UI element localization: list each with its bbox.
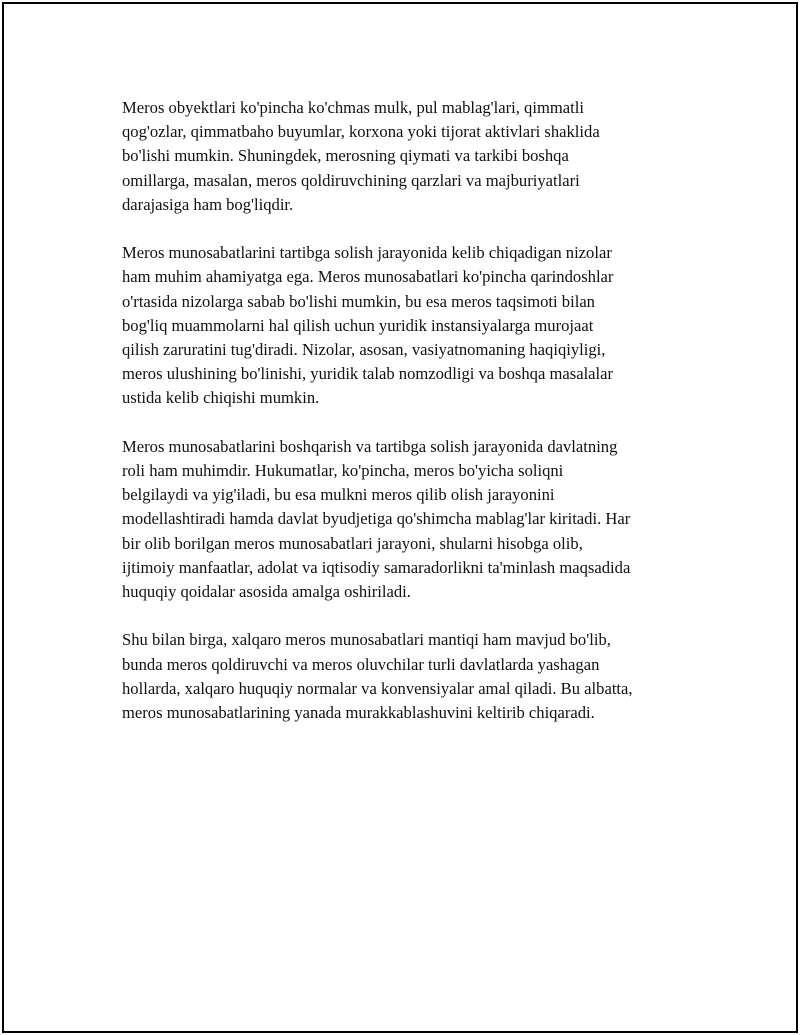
document-body	[122, 96, 707, 749]
text-line: bog'liq muammolarni hal qilish uchun yuridik instansiyalarga murojaat	[122, 315, 594, 335]
page-border	[2, 2, 798, 1033]
paragraph-4	[122, 628, 707, 725]
paragraph-2	[122, 241, 707, 410]
paragraph-3	[122, 435, 707, 604]
text-line: ijtimoiy manfaatlar, adolat va iqtisodiy samaradorlikni ta'minlash maqsadida	[122, 557, 631, 577]
text-line: omillarga, masalan, meros qoldiruvchining qarzlari va majburiyatlari	[122, 170, 580, 190]
text-line: belgilaydi va yig'iladi, bu esa mulkni meros qilib olish jarayonini	[122, 485, 555, 505]
text-line: qilish zaruratini tug'diradi. Nizolar, asosan, vasiyatnomaning haqiqiyligi,	[122, 340, 606, 360]
text-line: hollarda, xalqaro huquqiy normalar va konvensiyalar amal qiladi. Bu albatta,	[122, 678, 633, 698]
text-line: huquqiy qoidalar asosida amalga oshiriladi.	[122, 582, 411, 602]
text-line: o'rtasida nizolarga sabab bo'lishi mumkin, bu esa meros taqsimoti bilan	[122, 291, 595, 311]
text-line: Meros obyektlari ko'pincha ko'chmas mulk, pul mablag'lari, qimmatli	[122, 98, 584, 117]
text-line: bunda meros qoldiruvchi va meros oluvchilar turli davlatlarda yashagan	[122, 654, 600, 674]
text-line: modellashtiradi hamda davlat byudjetiga qo'shimcha mablag'lar kiritadi. Har	[122, 509, 631, 529]
paragraph-1	[122, 96, 707, 217]
text-line: bo'lishi mumkin. Shuningdek, merosning qiymati va tarkibi boshqa	[122, 146, 569, 166]
text-line: bir olib borilgan meros munosabatlari jarayoni, shularni hisobga olib,	[122, 533, 583, 553]
text-line: ustida kelib chiqishi mumkin.	[122, 388, 320, 408]
text-line: Meros munosabatlarini boshqarish va tartibga solish jarayonida davlatning	[122, 436, 618, 456]
text-line: ham muhim ahamiyatga ega. Meros munosabatlari ko'pincha qarindoshlar	[122, 267, 614, 287]
text-line: roli ham muhimdir. Hukumatlar, ko'pincha, meros bo'yicha soliqni	[122, 461, 564, 481]
text-line: darajasiga ham bog'liqdir.	[122, 194, 294, 214]
text-line: Meros munosabatlarini tartibga solish jarayonida kelib chiqadigan nizolar	[122, 243, 612, 263]
text-line: meros munosabatlarining yanada murakkablashuvini keltirib chiqaradi.	[122, 703, 595, 723]
text-line: meros ulushining bo'linishi, yuridik talab nomzodligi va boshqa masalalar	[122, 364, 614, 384]
text-line: qog'ozlar, qimmatbaho buyumlar, korxona yoki tijorat aktivlari shaklida	[122, 122, 600, 142]
text-line: Shu bilan birga, xalqaro meros munosabatlari mantiqi ham mavjud bo'lib,	[122, 630, 611, 650]
